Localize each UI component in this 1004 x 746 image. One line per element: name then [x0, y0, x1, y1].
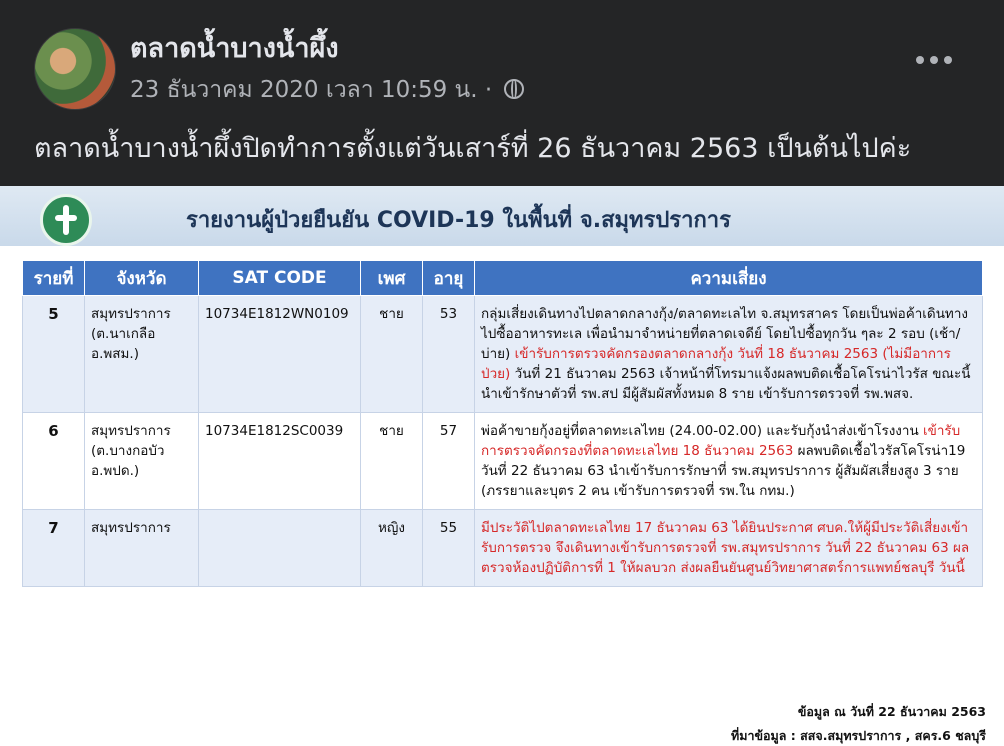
risk-text-highlight: เข้ารับการตรวจคัดกรองที่ตลาดทะเลไทย 18 ธันวาคม 2563: [481, 423, 961, 459]
table-row: [23, 510, 983, 587]
cases-table: [22, 260, 983, 587]
case-province: [85, 296, 199, 413]
post-header: [0, 0, 1004, 120]
risk-text-highlight: เข้ารับการตรวจคัดกรองตลาดกลางกุ้ง วันที่ 18 ธันวาคม 2563 (ไม่มีอาการป่วย): [481, 346, 951, 382]
table-row: [23, 296, 983, 413]
province-sub: (ต.นาเกลือ: [91, 326, 156, 342]
header-no: รายที่: [23, 261, 85, 296]
table-row: [23, 413, 983, 510]
header-province: จังหวัด: [85, 261, 199, 296]
risk-text: วันที่ 21 ธันวาคม 2563 เจ้าหน้าที่โทรมาแจ้งผลพบติดเชื้อโคโรน่าไวรัส ขณะนี้นำเข้ารักษาตัวที่ รพ.สป มีผู้สัมผัสทั้งหมด 8 ราย เข้ารับการตรวจที่ รพ.พสจ.: [481, 366, 971, 402]
risk-text: กลุ่มเสี่ยงเดินทางไปตลาดกลางกุ้ง/ตลาดทะเลไท จ.สมุทรสาคร โดยเป็นพ่อค้าเดินทางไปซื้ออาหารทะเล เพื่อนำมาจำหน่ายที่ตลาดเจดีย์ โดยไปซื้อทุกวัน ๆละ 2 รอบ (เช้า/บ่าย): [481, 306, 968, 362]
risk-text: พ่อค้าขายกุ้งอยู่ที่ตลาดทะเลไทย (24.00-02.00) และรับกุ้งนำส่งเข้าโรงงาน: [481, 423, 923, 439]
page-name-link[interactable]: ตลาดน้ำบางน้ำผึ้ง: [130, 33, 339, 64]
case-age: 57: [423, 413, 475, 510]
data-as-of: ข้อมูล ณ วันที่ 22 ธันวาคม 2563: [797, 704, 986, 719]
case-age: 55: [423, 510, 475, 587]
province-sub: อ.พปด.): [91, 463, 140, 479]
report-footer: [680, 700, 986, 746]
case-age: 53: [423, 296, 475, 413]
risk-text: ผลพบติดเชื้อไวรัสโคโรน่า19 วันที่ 22 ธันวาคม 63 นำเข้ารับการรักษาที่ รพ.สมุทรปราการ ผู้สัมผัสเสี่ยงสูง 3 ราย (ภรรยาและบุตร 2 คน เข้ารับการตรวจที่ รพ.ใน กทม.): [481, 443, 966, 499]
case-sex: ชาย: [361, 296, 423, 413]
province-name: สมุทรปราการ: [91, 423, 171, 439]
case-sat-code: [199, 510, 361, 587]
ministry-of-public-health-logo: [40, 194, 92, 246]
header-sex: เพศ: [361, 261, 423, 296]
province-name: สมุทรปราการ: [91, 520, 171, 536]
case-risk: [475, 296, 983, 413]
risk-text-highlight: มีประวัติไปตลาดทะเลไทย 17 ธันวาคม 63 ได้ยินประกาศ ศบค.ให้ผู้มีประวัติเสี่ยงเข้ารับการตรวจ จึงเดินทางเข้ารับการตรวจที่ รพ.สมุทรปราการ วันที่ 22 ธันวาคม 63 ผลตรวจห้องปฏิบัติการที่ 1 ให้ผลบวก ส่งผลยืนยันศูนย์วิทยาศาสตร์การแพทย์ชลบุรี วันนี้: [481, 520, 970, 576]
case-no: 5: [23, 296, 85, 413]
post-caption: ตลาดน้ำบางน้ำผึ้งปิดทำการตั้งแต่วันเสาร์ที่ 26 ธันวาคม 2563 เป็นต้นไปค่ะ: [34, 133, 912, 164]
dot: [944, 56, 952, 64]
case-risk: [475, 413, 983, 510]
post-image[interactable]: [0, 186, 1004, 746]
case-province: [85, 510, 199, 587]
case-no: 6: [23, 413, 85, 510]
province-sub: (ต.บางกอบัว: [91, 443, 165, 459]
case-sat-code: 10734E1812WN0109: [199, 296, 361, 413]
case-no: 7: [23, 510, 85, 587]
case-risk: [475, 510, 983, 587]
post-meta: [130, 72, 524, 108]
province-name: สมุทรปราการ: [91, 306, 171, 322]
dot: [930, 56, 938, 64]
data-source: ที่มาข้อมูล : สสจ.สมุทรปราการ , สคร.6 ชลบุรี: [730, 728, 986, 743]
table-header-row: [23, 261, 983, 296]
page-avatar[interactable]: [34, 28, 116, 110]
case-province: [85, 413, 199, 510]
more-options-icon[interactable]: [916, 50, 952, 70]
report-banner: [0, 186, 1004, 246]
province-sub: อ.พสม.): [91, 346, 139, 362]
globe-icon[interactable]: [504, 79, 524, 99]
header-age: อายุ: [423, 261, 475, 296]
header-sat-code: SAT CODE: [199, 261, 361, 296]
case-sex: ชาย: [361, 413, 423, 510]
dot: [916, 56, 924, 64]
post-timestamp-link[interactable]: 23 ธันวาคม 2020 เวลา 10:59 น.: [130, 77, 478, 103]
case-sex: หญิง: [361, 510, 423, 587]
case-sat-code: 10734E1812SC0039: [199, 413, 361, 510]
report-title: รายงานผู้ป่วยยืนยัน COVID-19 ในพื้นที่ จ.สมุทรปราการ: [186, 208, 731, 233]
header-risk: ความเสี่ยง: [475, 261, 983, 296]
meta-separator: ·: [484, 77, 493, 103]
